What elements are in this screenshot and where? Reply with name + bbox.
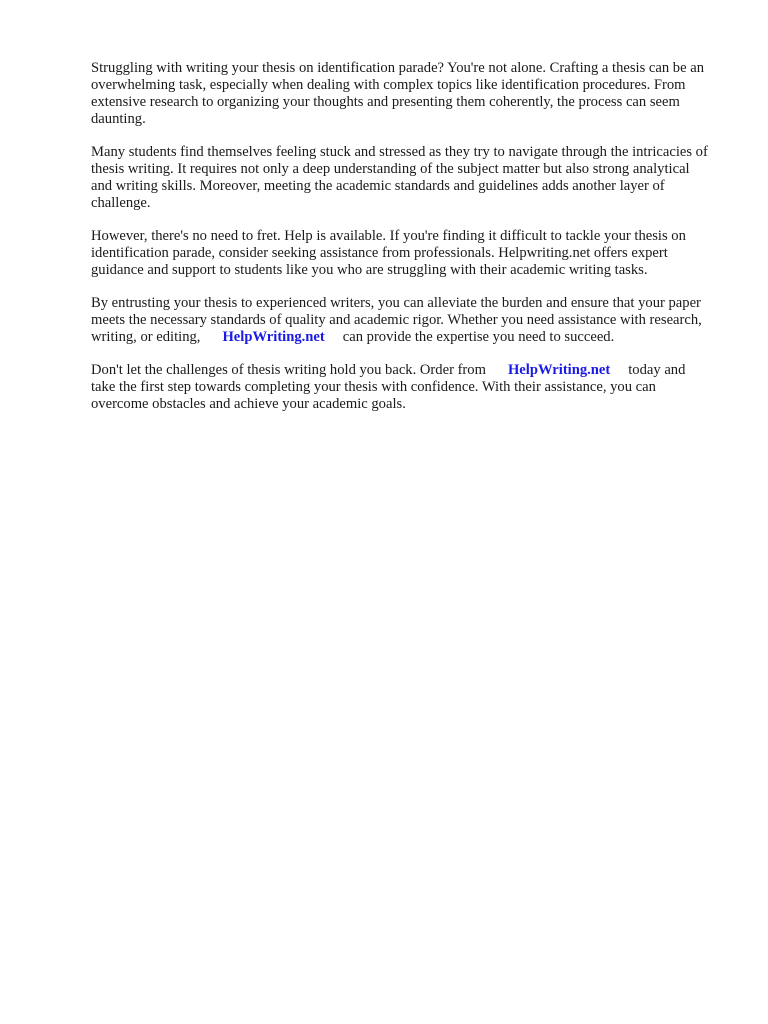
paragraph-entrusting — [91, 295, 711, 346]
paragraph-intro: Struggling with writing your thesis on identification parade? You're not alone. Crafting a thesis can be an overwhelming task, especially when dealing with complex topics like identification procedures. From extensive research to organizing your thoughts and presenting them coherently, the process can seem daunting. — [91, 60, 705, 127]
paragraph-order-text-before: Don't let the challenges of thesis writing hold you back. Order from — [91, 362, 486, 378]
helpwriting-link[interactable]: HelpWriting.net — [222, 329, 325, 345]
paragraph-order — [91, 362, 711, 413]
paragraph-order-text-after: today and take the first step towards completing your thesis with confidence. With their assistance, you can overcome obstacles and achieve your academic goals. — [91, 362, 686, 412]
helpwriting-order-link[interactable]: HelpWriting.net — [507, 362, 611, 378]
paragraph-entrusting-text-after: can provide the expertise you need to succeed. — [342, 329, 615, 345]
paragraph-struggles: Many students find themselves feeling stuck and stressed as they try to navigate through the intricacies of thesis writing. It requires not only a deep understanding of the subject matter but also strong analytical and writing skills. Moreover, meeting the academic standards and guidelines adds another layer of challenge. — [91, 144, 708, 211]
paragraph-entrusting-text-before: By entrusting your thesis to experienced writers, you can alleviate the burden and ensure that your paper meets the necessary standards of quality and academic rigor. Whether you need assistance with research, writing, or editing, — [91, 295, 702, 345]
paragraph-help: However, there's no need to fret. Help is available. If you're finding it difficult to tackle your thesis on identification parade, consider seeking assistance from professionals. Helpwriting.net offers expert guidance and support to students like you who are struggling with their academic writing tasks. — [91, 228, 686, 278]
document-body — [91, 60, 711, 429]
